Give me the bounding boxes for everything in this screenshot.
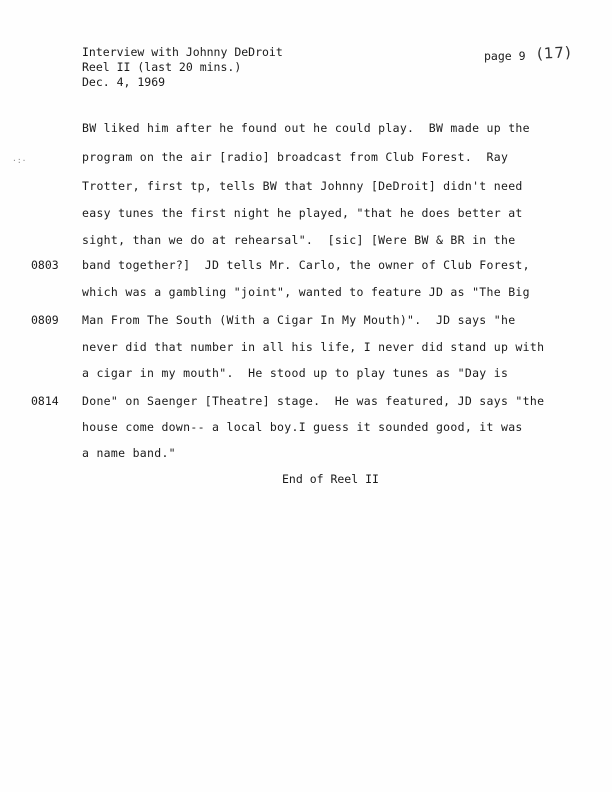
end-of-reel-label: End of Reel II	[282, 472, 379, 486]
margin-timestamp-0803: 0803	[31, 258, 59, 272]
body-line-4: easy tunes the first night he played, "that he does better at	[82, 206, 523, 220]
scan-speck: ·:·	[12, 156, 27, 165]
margin-timestamp-0809: 0809	[31, 313, 59, 327]
body-line-11: Done" on Saenger [Theatre] stage. He was featured, JD says "the	[82, 394, 545, 408]
body-line-6: band together?] JD tells Mr. Carlo, the owner of Club Forest,	[82, 258, 530, 272]
body-line-8: Man From The South (With a Cigar In My Mouth)". JD says "he	[82, 313, 516, 327]
header-reel: Reel II (last 20 mins.)	[82, 60, 242, 74]
margin-timestamp-0814: 0814	[31, 394, 59, 408]
body-line-3: Trotter, first tp, tells BW that Johnny [DeDroit] didn't need	[82, 179, 523, 193]
body-line-12: house come down-- a local boy.I guess it sounded good, it was	[82, 420, 523, 434]
body-line-7: which was a gambling "joint", wanted to feature JD as "The Big	[82, 285, 530, 299]
page-number: page 9	[484, 49, 526, 63]
body-line-1: BW liked him after he found out he could play. BW made up the	[82, 121, 530, 135]
body-line-9: never did that number in all his life, I never did stand up with	[82, 340, 545, 354]
body-line-10: a cigar in my mouth". He stood up to play tunes as "Day is	[82, 366, 509, 380]
body-line-5: sight, than we do at rehearsal". [sic] [Were BW & BR in the	[82, 233, 516, 247]
handwritten-page-number: (17)	[536, 43, 573, 63]
body-line-13: a name band."	[82, 446, 176, 460]
header-date: Dec. 4, 1969	[82, 75, 166, 89]
header-title: Interview with Johnny DeDroit	[82, 45, 283, 59]
document-header	[82, 45, 283, 90]
body-line-2: program on the air [radio] broadcast from Club Forest. Ray	[82, 150, 509, 164]
